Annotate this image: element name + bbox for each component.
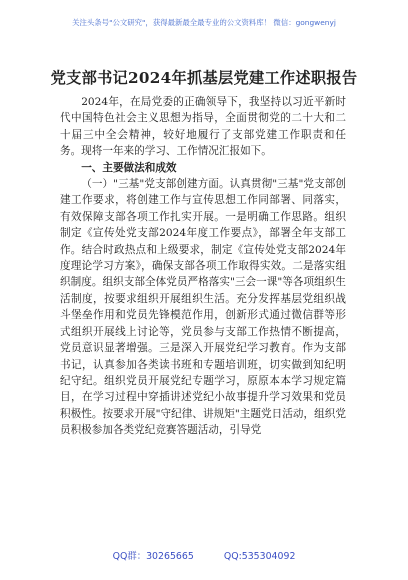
body-paragraph: （一）"三基"党支部创建方面。认真贯彻"三基"党支部创建工作要求，将创建工作与宣传思想工作同部署、同落实，有效保障支部各项工作扎实开展。一是明确工作思路。组织制定《宣传处党支部2024年度工作要点》，部署全年支部工作。结合时政热点和上级要求，制定《宣传处党支部2024年度理论学习方案》，确保支部各项工作取得实效。二是落实组织制度。组织支部全体党员严格落实"三会一课"等各项组织生活制度，按要求组织开展组织生活。充分发挥基层党组织战斗堡垒作用和党员先锋模范作用，创新形式通过微信群等形式组织开展线上讨论等，党员参与支部工作热情不断提高，党员意识显著增强。三是深入开展党纪学习教育。作为支部书记，认真参加各类读书班和专题培训班，切实做到知纪明纪守纪。组织党员开展党纪专题学习，原原本本学习规定篇目，在学习过程中穿插讲述党纪小故事提升学习效果和党员积极性。按要求开展"守纪律、讲规矩"主题党日活动，组织党员积极参加各类党纪竞赛答题活动，引导党: [60, 178, 346, 437]
qq-text: QQ:535304092: [223, 551, 296, 562]
intro-paragraph: 2024年，在局党委的正确领导下，我坚持以习近平新时代中国特色社会主义思想为指导，全面贯彻党的二十大和二十届三中全会精神，较好地履行了支部党建工作职责和任务。现将一年来的学习、工作情况汇报如下。: [60, 96, 346, 158]
section-heading: 一、主要做法和成效: [81, 161, 177, 174]
document-body: [60, 94, 346, 439]
document-title: 党支部书记2024年抓基层党建工作述职报告: [50, 69, 358, 87]
qq-group-text: QQ群：30265665: [112, 551, 194, 562]
promo-banner: 关注头条号"公文研究"，获得最新最全最专业的公文资料库！ 微信：gongwenyj: [72, 18, 336, 27]
contact-footer: [0, 551, 408, 563]
